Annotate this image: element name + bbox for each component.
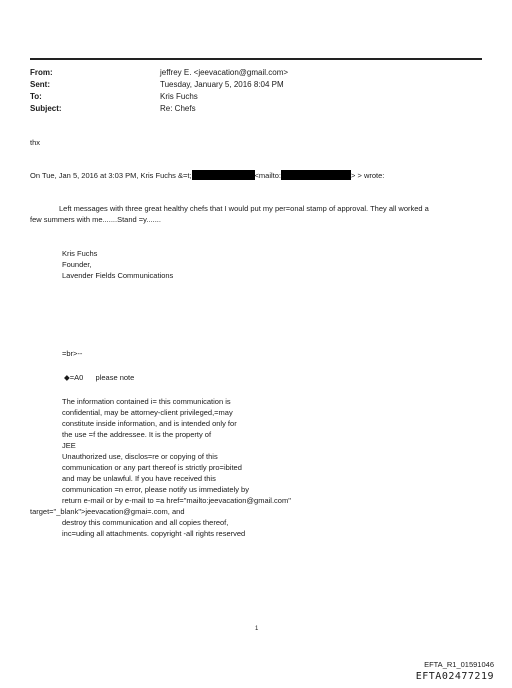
subject-value: Re: Chefs	[160, 104, 196, 113]
disclaimer-line: and may be unlawful. If you have received this	[62, 474, 216, 483]
from-value: jeffrey E. <jeevacation@gmail.com>	[160, 68, 289, 77]
quote-intro-mailto: <mailto:	[254, 171, 282, 180]
disclaimer-line: JEE	[62, 441, 76, 450]
subject-label: Subject:	[30, 104, 62, 113]
disclaimer-line: communication =n error, please notify us immediately by	[62, 485, 249, 494]
br-marker: =br>--	[62, 349, 83, 358]
disclaimer-line: the use =f the addressee. It is the property of	[62, 430, 212, 439]
disclaimer-target-line: target="_blank">jeevacation@gmai=.com, and	[30, 507, 185, 516]
disclaimer-line: Unauthorized use, disclos=re or copying of this	[62, 452, 218, 461]
sent-label: Sent:	[30, 80, 50, 89]
quote-intro-end: > > wrote:	[351, 171, 385, 180]
disclaimer-line: inc=uding all attachments. copyright -all rights reserved	[62, 529, 246, 538]
disclaimer-line: The information contained i= this communication is	[62, 397, 231, 406]
quote-intro-start: On Tue, Jan 5, 2016 at 3:03 PM, Kris Fuchs &=t;	[30, 171, 192, 180]
quote-intro	[30, 170, 384, 182]
redaction-bar	[281, 170, 351, 180]
disclaimer-line: confidential, may be attorney-client privileged,=may	[62, 408, 233, 417]
note-line	[64, 373, 134, 384]
reply-text: thx	[30, 138, 41, 147]
message-line-1: Left messages with three great healthy chefs that I would put my per=onal stamp of approval. They all worked a	[59, 204, 429, 213]
signature-title: Founder,	[62, 260, 92, 269]
redaction-bar	[192, 170, 255, 180]
doc-id-secondary: EFTA02477219	[415, 671, 494, 682]
disclaimer-line: constitute inside information, and is intended only for	[62, 419, 237, 428]
sent-value: Tuesday, January 5, 2016 8:04 PM	[160, 80, 284, 89]
disclaimer-line: return e-mail or by e-mail to =a href="mailto:jeevacation@gmail.com"	[62, 496, 291, 505]
signature-name: Kris Fuchs	[62, 249, 98, 258]
page-number: 1	[255, 626, 259, 632]
header-rule	[30, 58, 482, 60]
disclaimer-line: communication or any part thereof is strictly pro=ibited	[62, 463, 242, 472]
note-text: please note	[95, 373, 135, 382]
diamond-question-icon: ◆=A0	[64, 373, 84, 382]
to-value: Kris Fuchs	[160, 92, 198, 101]
doc-id-primary: EFTA_R1_01591046	[424, 660, 494, 669]
signature-company: Lavender Fields Communications	[62, 271, 174, 280]
message-line-2: few summers with me.......Stand =y.......	[30, 215, 161, 224]
from-label: From:	[30, 68, 53, 77]
disclaimer-line: destroy this communication and all copies thereof,	[62, 518, 229, 527]
to-label: To:	[30, 92, 42, 101]
